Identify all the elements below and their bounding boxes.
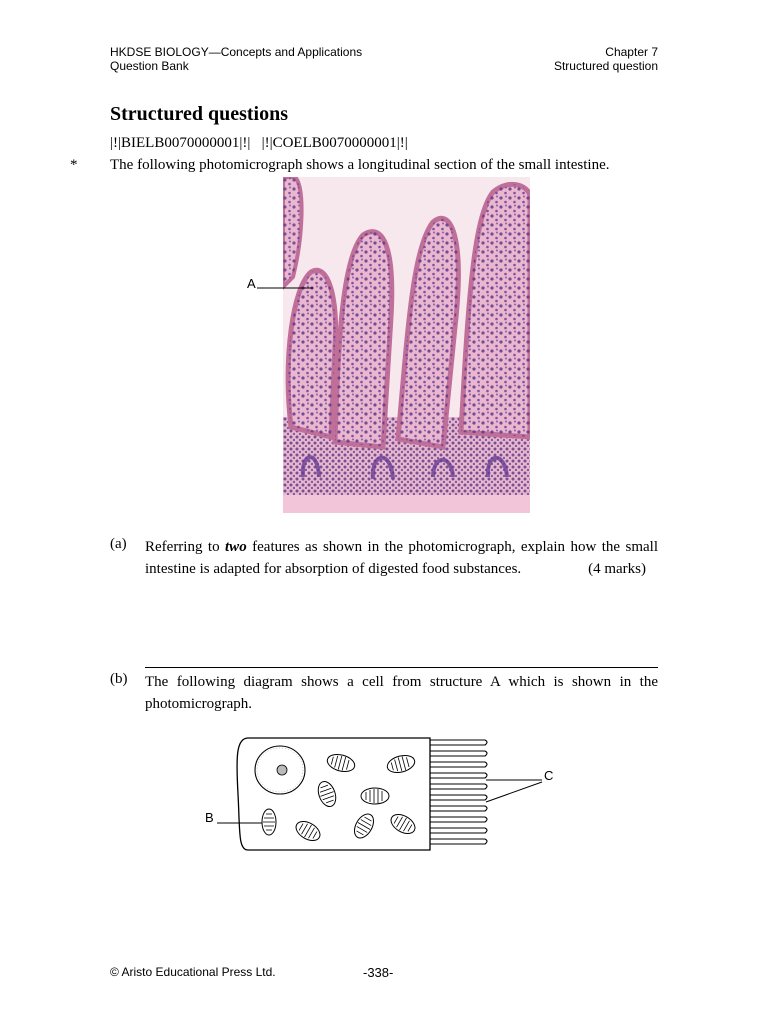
footer-publisher: © Aristo Educational Press Ltd. (110, 965, 276, 979)
mitochondrion (388, 811, 419, 838)
question-a-text (145, 536, 658, 580)
running-header-left (110, 45, 362, 73)
label-c-pointer-line-2 (486, 782, 542, 802)
section-title: Structured questions (110, 103, 288, 125)
cell-diagram (200, 730, 570, 860)
book-title: HKDSE BIOLOGY—Concepts and Applications (110, 45, 363, 59)
book-subtitle: Question Bank (110, 59, 189, 73)
question-a-text-part1: Referring to (145, 539, 226, 555)
mitochondrion (293, 818, 324, 845)
label-b: B (205, 810, 214, 825)
question-b-number: (b) (110, 671, 128, 687)
question-codes: |!|BIELB0070000001|!| |!|COELB0070000001|!| (110, 135, 408, 151)
mitochondrion (361, 788, 389, 804)
microvilli (430, 740, 487, 844)
question-a-marks: (4 marks) (588, 561, 646, 577)
label-c: C (544, 768, 554, 783)
page-number: -338- (363, 965, 394, 980)
mitochondrion-b (262, 809, 276, 835)
label-a: A (247, 276, 256, 291)
running-header-right (554, 45, 658, 73)
question-a-emphasis: two (225, 539, 247, 555)
photomicrograph (283, 177, 530, 513)
question-a-number: (a) (110, 536, 127, 552)
answer-line (145, 667, 658, 668)
mitochondrion (315, 779, 339, 809)
question-b-text: The following diagram shows a cell from structure A which is shown in the photomicrograph. (145, 674, 658, 712)
mitochondrion (385, 753, 416, 776)
chapter-label: Chapter 7 (605, 45, 658, 59)
question-a-text-part2: features as shown in the photomicrograph, explain how the small intestine is adapted for absorption of digested food substances. (145, 539, 659, 577)
label-a-pointer-line (255, 283, 315, 293)
mitochondrion (325, 752, 356, 775)
question-intro: The following photomicrograph shows a longitudinal section of the small intestine. (110, 157, 610, 173)
mitochondrion (351, 811, 378, 842)
nucleus (255, 746, 305, 794)
small-intestine-photomicrograph (283, 177, 530, 513)
difficulty-star: * (70, 157, 78, 173)
epithelial-cell-diagram (200, 730, 570, 860)
section-label: Structured question (553, 59, 658, 73)
